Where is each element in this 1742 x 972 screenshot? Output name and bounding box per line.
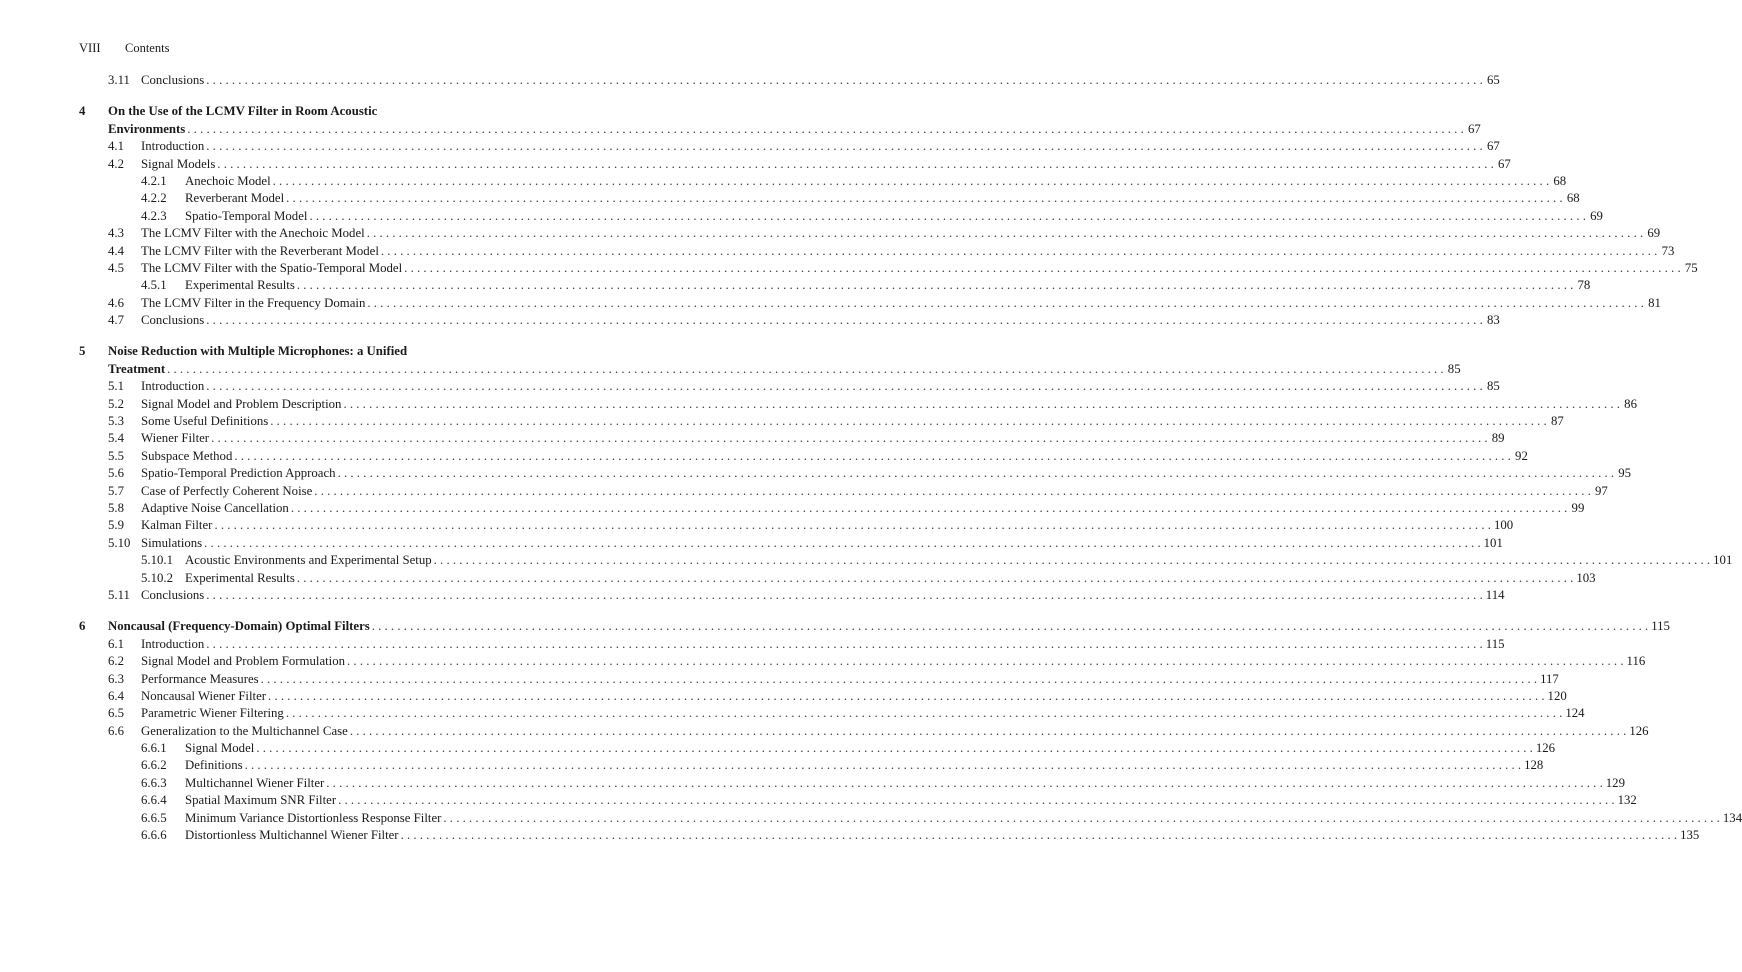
toc-leader-dots xyxy=(204,378,1486,395)
toc-entry-number: 5.8 xyxy=(108,500,124,515)
toc-section-entry xyxy=(79,430,1505,447)
toc-entry-title: Subspace Method xyxy=(141,448,233,463)
toc-section-entry xyxy=(79,156,1511,173)
toc-entry-number: 5.5 xyxy=(108,448,124,463)
toc-leader-dots xyxy=(266,688,1548,705)
toc-section-entry xyxy=(79,705,1585,722)
toc-section-entry xyxy=(79,723,1649,740)
toc-entry-number: 4 xyxy=(79,104,86,119)
toc-entry-title: Generalization to the Multichannel Case xyxy=(141,723,348,738)
toc-leader-dots xyxy=(365,225,1647,242)
toc-entry-page: 92 xyxy=(1515,448,1528,463)
toc-leader-dots xyxy=(204,312,1486,329)
toc-entry-page: 128 xyxy=(1524,758,1544,773)
toc-entry-title: Noise Reduction with Multiple Microphones: a Unified xyxy=(108,344,408,359)
page-number: VIII xyxy=(79,41,101,55)
toc-leader-dots xyxy=(295,570,1577,587)
toc-entry-page: 115 xyxy=(1485,636,1505,651)
toc-entry-page: 85 xyxy=(1447,361,1461,376)
toc-leader-dots xyxy=(399,827,1681,844)
toc-entry-number: 5.11 xyxy=(108,587,130,602)
toc-section-entry xyxy=(79,465,1632,482)
toc-entry-page: 101 xyxy=(1483,535,1503,550)
toc-chapter-entry xyxy=(79,618,1670,635)
toc-section-entry xyxy=(79,535,1503,552)
page-header xyxy=(79,41,169,56)
toc-leader-dots xyxy=(324,775,1606,792)
toc-leader-dots xyxy=(336,465,1618,482)
toc-entry-page: 78 xyxy=(1577,278,1591,293)
toc-entry-title: Environments xyxy=(108,121,186,136)
toc-entry-title: Introduction xyxy=(141,379,205,394)
toc-entry-number: 4.2 xyxy=(108,156,124,171)
toc-entry-number: 6.2 xyxy=(108,654,124,669)
toc-entry-page: 126 xyxy=(1629,723,1649,738)
toc-entry-title: Introduction xyxy=(141,139,205,154)
toc-entry-title: The LCMV Filter with the Spatio-Temporal Model xyxy=(141,260,403,275)
toc-entry-title: Acoustic Environments and Experimental Setup xyxy=(185,553,432,568)
toc-entry-title: Noncausal (Frequency-Domain) Optimal Filters xyxy=(108,619,370,634)
toc-entry-number: 5.10 xyxy=(108,535,131,550)
toc-entry-title: Introduction xyxy=(141,636,205,651)
toc-entry-page: 67 xyxy=(1486,139,1500,154)
toc-entry-number: 6.6.4 xyxy=(141,793,167,808)
toc-entry-number: 5.6 xyxy=(108,466,124,481)
toc-chapter-entry xyxy=(79,343,568,360)
toc-leader-dots xyxy=(345,653,1627,670)
toc-chapter-entry xyxy=(79,361,1461,378)
toc-entry-title: Treatment xyxy=(108,361,166,376)
toc-subsection-entry xyxy=(79,792,1637,809)
toc-leader-dots xyxy=(441,810,1723,827)
toc-entry-number: 4.6 xyxy=(108,295,124,310)
toc-section-entry xyxy=(79,671,1559,688)
toc-leader-dots xyxy=(370,618,1652,635)
toc-subsection-entry xyxy=(79,277,1591,294)
toc-section-entry xyxy=(79,138,1500,155)
toc-entry-page: 129 xyxy=(1605,775,1625,790)
toc-entry-number: 4.2.2 xyxy=(141,191,167,206)
toc-subsection-entry xyxy=(79,208,1603,225)
toc-entry-title: The LCMV Filter with the Reverberant Model xyxy=(141,243,379,258)
toc-section-entry xyxy=(79,587,1505,604)
toc-subsection-entry xyxy=(79,775,1625,792)
toc-entry-title: The LCMV Filter with the Anechoic Model xyxy=(141,226,365,241)
toc-entry-number: 6.3 xyxy=(108,671,124,686)
toc-entry-number: 5 xyxy=(79,344,86,359)
toc-entry-title: Parametric Wiener Filtering xyxy=(141,706,284,721)
toc-entry-title: Kalman Filter xyxy=(141,518,213,533)
toc-entry-page: 99 xyxy=(1571,500,1585,515)
toc-leader-dots xyxy=(289,500,1571,517)
toc-section-entry xyxy=(79,413,1564,430)
toc-entry-number: 4.7 xyxy=(108,313,124,328)
toc-entry-page: 100 xyxy=(1493,518,1514,533)
toc-leader-dots xyxy=(341,396,1623,413)
toc-entry-title: Wiener Filter xyxy=(141,431,210,446)
toc-entry-page: 120 xyxy=(1547,688,1567,703)
toc-entry-title: Experimental Results xyxy=(185,570,295,585)
toc-leader-dots xyxy=(312,483,1594,500)
toc-entry-title: Reverberant Model xyxy=(185,191,285,206)
toc-entry-title: Definitions xyxy=(185,758,243,773)
toc-subsection-entry xyxy=(79,740,1556,757)
toc-subsection-entry xyxy=(79,552,1733,569)
toc-entry-page: 116 xyxy=(1626,654,1646,669)
toc-entry-title: Some Useful Definitions xyxy=(141,414,269,429)
toc-leader-dots xyxy=(268,413,1550,430)
toc-leader-dots xyxy=(232,448,1514,465)
toc-entry-number: 5.10.2 xyxy=(141,570,173,585)
toc-section-entry xyxy=(79,653,1646,670)
toc-entry-number: 4.2.3 xyxy=(141,208,167,223)
toc-entry-page: 87 xyxy=(1550,414,1564,429)
toc-entry-number: 6.4 xyxy=(108,688,124,703)
toc-entry-page: 117 xyxy=(1540,671,1559,686)
toc-entry-number: 5.10.1 xyxy=(141,553,173,568)
toc-section-entry xyxy=(79,225,1661,242)
toc-entry-title: The LCMV Filter in the Frequency Domain xyxy=(141,295,366,310)
toc-entry-title: Spatial Maximum SNR Filter xyxy=(185,793,337,808)
toc-section-entry xyxy=(79,517,1514,534)
toc-leader-dots xyxy=(243,757,1525,774)
toc-entry-page: 103 xyxy=(1576,570,1596,585)
toc-entry-title: Adaptive Noise Cancellation xyxy=(141,500,289,515)
toc-entry-page: 68 xyxy=(1566,191,1580,206)
toc-section-entry xyxy=(79,260,1698,277)
toc-entry-page: 86 xyxy=(1624,396,1637,411)
toc-leader-dots xyxy=(271,173,1553,190)
toc-entry-title: Spatio-Temporal Prediction Approach xyxy=(141,466,336,481)
toc-subsection-entry xyxy=(79,173,1567,190)
toc-entry-number: 6.5 xyxy=(108,706,124,721)
toc-entry-page: 83 xyxy=(1486,313,1500,328)
toc-entry-title: Experimental Results xyxy=(185,278,295,293)
running-title: Contents xyxy=(125,41,170,55)
toc-entry-title: Signal Model and Problem Description xyxy=(141,396,342,411)
toc-subsection-entry xyxy=(79,810,1742,827)
toc-entry-page: 115 xyxy=(1651,619,1670,634)
toc-leader-dots xyxy=(336,792,1618,809)
toc-leader-dots xyxy=(284,190,1566,207)
toc-section-entry xyxy=(79,72,1500,89)
toc-entry-number: 5.3 xyxy=(108,414,124,429)
toc-section-entry xyxy=(79,448,1528,465)
toc-section-entry xyxy=(79,378,1500,395)
toc-leader-dots xyxy=(204,138,1486,155)
toc-entry-title: Performance Measures xyxy=(141,671,259,686)
toc-section-entry xyxy=(79,688,1567,705)
toc-subsection-entry xyxy=(79,190,1580,207)
toc-entry-number: 5.4 xyxy=(108,431,124,446)
toc-leader-dots xyxy=(307,208,1589,225)
toc-entry-page: 114 xyxy=(1485,587,1505,602)
toc-leader-dots xyxy=(348,723,1630,740)
toc-entry-page: 132 xyxy=(1617,793,1637,808)
toc-entry-number: 6.6.5 xyxy=(141,810,167,825)
toc-entry-number: 5.7 xyxy=(108,483,124,498)
toc-entry-number: 5.9 xyxy=(108,518,124,533)
toc-entry-title: Noncausal Wiener Filter xyxy=(141,688,267,703)
toc-entry-number: 4.5 xyxy=(108,260,124,275)
toc-entry-page: 95 xyxy=(1618,466,1632,481)
toc-section-entry xyxy=(79,500,1585,517)
toc-entry-title: Conclusions xyxy=(141,587,205,602)
toc-leader-dots xyxy=(185,121,1467,138)
toc-leader-dots xyxy=(379,243,1661,260)
toc-leader-dots xyxy=(254,740,1536,757)
toc-section-entry xyxy=(79,295,1661,312)
toc-subsection-entry xyxy=(79,827,1700,844)
toc-entry-title: Signal Models xyxy=(141,156,216,171)
toc-entry-number: 6.6.3 xyxy=(141,775,167,790)
toc-entry-title: Signal Model and Problem Formulation xyxy=(141,654,346,669)
toc-leader-dots xyxy=(204,72,1486,89)
toc-chapter-entry xyxy=(79,121,1481,138)
toc-entry-page: 124 xyxy=(1565,706,1585,721)
toc-entry-number: 6.6.1 xyxy=(141,741,167,756)
toc-entry-number: 4.1 xyxy=(108,139,124,154)
toc-entry-page: 81 xyxy=(1648,295,1661,310)
toc-entry-page: 85 xyxy=(1486,379,1500,394)
toc-entry-title: Conclusions xyxy=(141,73,205,87)
toc-entry-title: Anechoic Model xyxy=(185,173,271,188)
toc-entry-page: 68 xyxy=(1553,173,1567,188)
toc-entry-number: 6.6.2 xyxy=(141,758,167,773)
toc-leader-dots xyxy=(295,277,1577,294)
toc-section-entry xyxy=(79,396,1637,413)
toc-entry-title: Case of Perfectly Coherent Noise xyxy=(141,483,313,498)
toc-leader-dots xyxy=(204,636,1486,653)
toc-entry-page: 89 xyxy=(1491,431,1505,446)
toc-entry-number: 3.11 xyxy=(108,73,130,87)
toc-entry-number: 4.4 xyxy=(108,243,124,258)
toc-entry-page: 135 xyxy=(1680,828,1700,843)
toc-leader-dots xyxy=(209,430,1491,447)
toc-entry-title: Multichannel Wiener Filter xyxy=(185,775,325,790)
toc-entry-title: Simulations xyxy=(141,535,203,550)
toc-entry-page: 126 xyxy=(1535,741,1556,756)
toc-entry-page: 97 xyxy=(1595,483,1608,498)
toc-entry-page: 69 xyxy=(1647,226,1661,241)
toc-entry-number: 4.3 xyxy=(108,226,124,241)
toc-chapter-entry xyxy=(79,103,568,120)
toc-leader-dots xyxy=(212,517,1494,534)
toc-entry-page: 65 xyxy=(1486,73,1500,87)
toc-entry-title: Signal Model xyxy=(185,741,255,756)
toc-section-entry xyxy=(79,243,1675,260)
toc-entry-number: 6 xyxy=(79,619,86,634)
toc-entry-title: Conclusions xyxy=(141,313,205,328)
toc-subsection-entry xyxy=(79,570,1596,587)
toc-subsection-entry xyxy=(79,757,1544,774)
toc-section-entry xyxy=(79,483,1608,500)
toc-entry-number: 6.6.6 xyxy=(141,828,167,843)
toc-entry-page: 67 xyxy=(1467,121,1481,136)
toc-entry-page: 73 xyxy=(1661,243,1675,258)
toc-leader-dots xyxy=(259,671,1541,688)
toc-leader-dots xyxy=(204,587,1486,604)
toc-entry-title: Distortionless Multichannel Wiener Filter xyxy=(185,828,399,843)
toc-entry-page: 101 xyxy=(1713,553,1733,568)
toc-entry-title: Spatio-Temporal Model xyxy=(185,208,308,223)
toc-entry-number: 6.6 xyxy=(108,723,124,738)
toc-leader-dots xyxy=(202,535,1484,552)
toc-section-entry xyxy=(79,636,1505,653)
toc-entry-number: 4.5.1 xyxy=(141,278,167,293)
toc-entry-title: On the Use of the LCMV Filter in Room Acoustic xyxy=(108,104,378,119)
toc-entry-title: Minimum Variance Distortionless Response Filter xyxy=(185,810,442,825)
toc-leader-dots xyxy=(402,260,1684,277)
toc-leader-dots xyxy=(284,705,1566,722)
toc-entry-page: 134 xyxy=(1722,810,1742,825)
toc-leader-dots xyxy=(365,295,1647,312)
toc-section-entry xyxy=(79,312,1500,329)
table-of-contents xyxy=(79,72,1742,844)
toc-entry-number: 5.2 xyxy=(108,396,124,411)
toc-leader-dots xyxy=(432,552,1714,569)
toc-entry-page: 75 xyxy=(1684,260,1698,275)
toc-entry-number: 5.1 xyxy=(108,379,124,394)
toc-entry-number: 4.2.1 xyxy=(141,173,167,188)
toc-leader-dots xyxy=(215,156,1497,173)
toc-leader-dots xyxy=(165,361,1447,378)
toc-entry-page: 67 xyxy=(1498,156,1511,171)
toc-entry-page: 69 xyxy=(1590,208,1603,223)
toc-entry-number: 6.1 xyxy=(108,636,124,651)
